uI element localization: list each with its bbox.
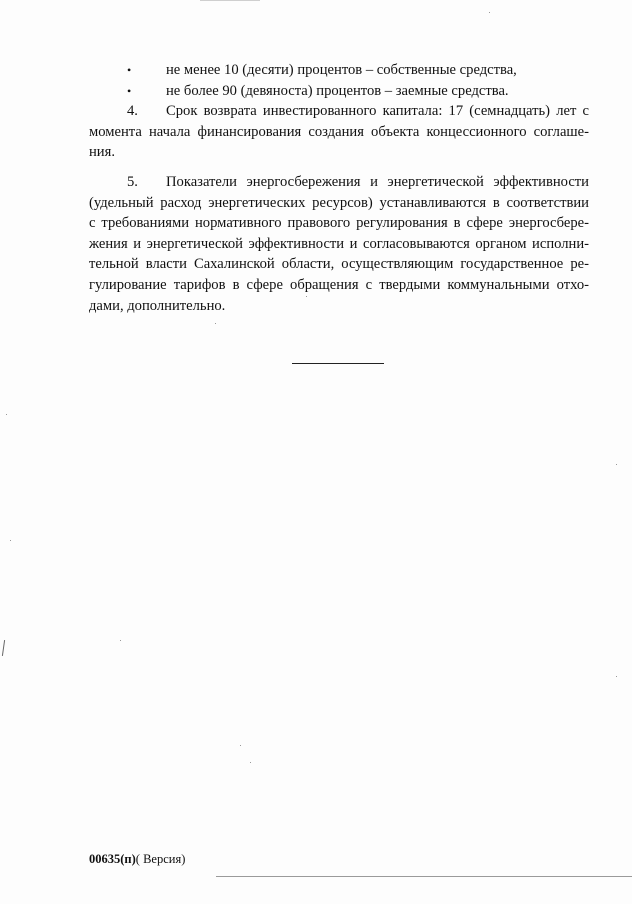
document-version: ( Версия) (135, 852, 186, 866)
item-4-number: 4. (127, 103, 138, 120)
document-footer-code (89, 852, 185, 867)
document-body (89, 60, 589, 316)
scan-artifact-edge-mark (2, 640, 5, 656)
scan-speck (616, 464, 617, 465)
scan-speck (10, 540, 11, 541)
scan-speck (616, 676, 617, 677)
bullet-item-borrowed-funds (89, 81, 589, 102)
bullet-icon: • (127, 83, 132, 98)
item-5-line-6: гулирование тарифов в сфере обращения с твердыми коммунальными отхо- (89, 276, 589, 293)
scan-speck (306, 296, 307, 297)
item-4-line-3: ния. (89, 144, 115, 161)
scan-speck (240, 745, 241, 746)
item-5-line-1 (89, 172, 589, 193)
scan-speck (489, 12, 490, 13)
item-5-number: 5. (127, 173, 138, 190)
bullet-text: не более 90 (девяноста) процентов – заемные средства. (166, 82, 509, 99)
scan-speck (215, 323, 216, 324)
item-4-paragraph (89, 101, 589, 163)
item-5-line-7: дами, дополнительно. (89, 297, 226, 314)
end-of-text-separator (292, 363, 384, 364)
scan-artifact-top-line (200, 0, 260, 1)
item-5-line-2: (удельный расход энергетических ресурсов) устанавливаются в соответствии (89, 194, 589, 211)
item-5-line-3: с требованиями нормативного правового регулирования в сфере энергосбере- (89, 215, 589, 232)
scan-speck (250, 762, 251, 763)
scan-speck (6, 414, 7, 415)
scan-artifact-bottom-line (216, 876, 632, 877)
bullet-icon: • (127, 63, 132, 77)
bullet-item-own-funds (89, 60, 589, 81)
document-code: 00635(п) (89, 852, 136, 866)
bullet-text: не менее 10 (десяти) процентов – собственные средства, (166, 62, 517, 78)
item-5-line-5: тельной власти Сахалинской области, осуществляющим государственное ре- (89, 256, 589, 273)
item-5-line-4: жения и энергетической эффективности и согласовываются органом исполни- (89, 235, 589, 252)
item-5-text-1: Показатели энергосбережения и энергетической эффективности (166, 173, 589, 190)
item-4-line-1 (89, 101, 589, 122)
item-4-line-2: момента начала финансирования создания объекта концессионного соглаше- (89, 123, 589, 140)
scan-speck (120, 640, 121, 641)
item-5-paragraph (89, 172, 589, 316)
item-4-text-1: Срок возврата инвестированного капитала: 17 (семнадцать) лет с (166, 103, 589, 120)
